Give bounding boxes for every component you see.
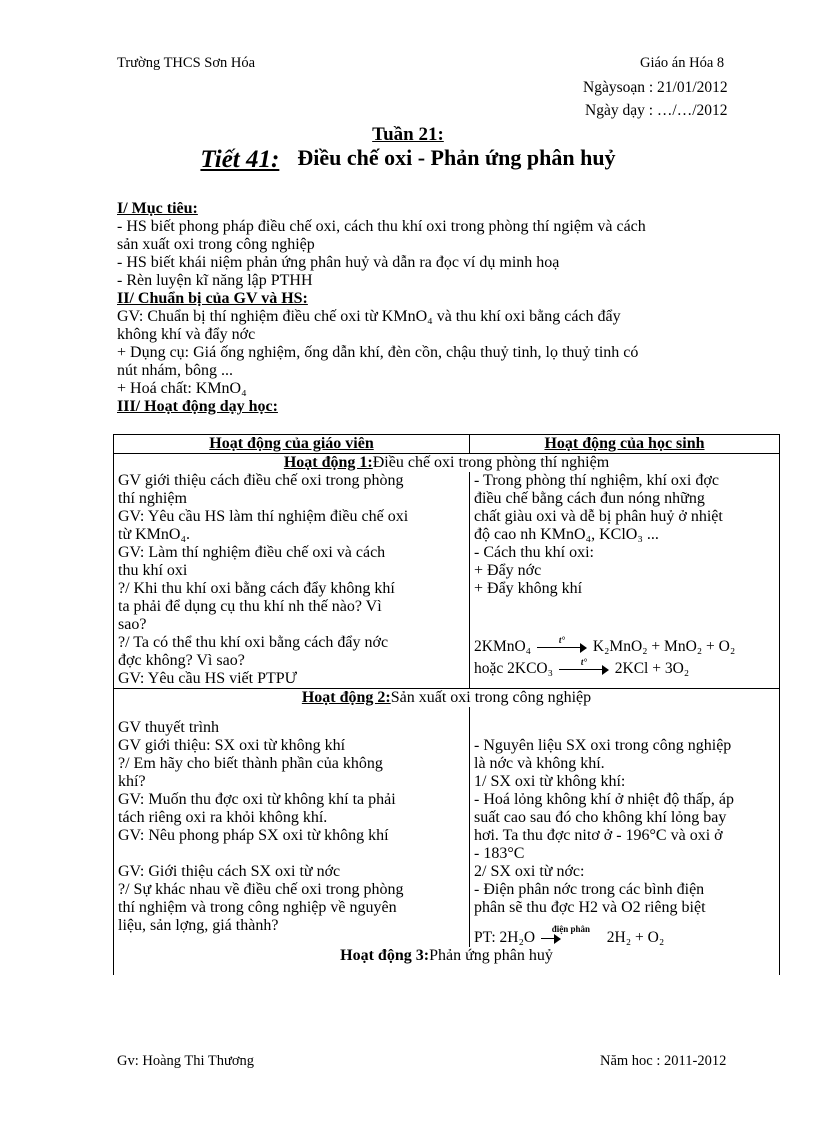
activity-2-teacher	[114, 707, 470, 947]
teacher-line: tách riêng oxi ra khỏi không khí.	[118, 809, 328, 826]
teacher-line: GV: Yêu cầu HS viết PTPƯ	[118, 670, 298, 687]
teacher-line: thu khí oxi	[118, 562, 188, 579]
student-line: điều chế bằng cách đun nóng những	[474, 490, 705, 507]
teacher-line: ?/ Khi thu khí oxi bằng cách đẩy không khí	[118, 580, 395, 597]
school-name: Trường THCS Sơn Hóa	[117, 55, 256, 71]
preparation-line: không khí và đẩy nớc	[117, 326, 256, 343]
teacher-line	[118, 845, 465, 863]
teacher-name: Gv: Hoàng Thi Thương	[117, 1053, 255, 1069]
preparation-line: + Dụng cụ: Giá ống nghiệm, ống dẫn khí, đèn cồn, chậu thuỷ tinh, lọ thuỷ tinh có	[117, 344, 639, 361]
student-line: độ cao nh KMnO₄, KClO₃ ...	[474, 526, 659, 543]
teacher-line: ?/ Ta có thể thu khí oxi bằng cách đẩy nớc	[118, 634, 389, 651]
reaction-arrow-icon	[559, 657, 609, 675]
student-line: - Nguyên liệu SX oxi trong công nghiệp	[474, 737, 732, 754]
equation-products: 2KCl + 3O₂	[614, 660, 690, 677]
activity-3-label: Hoạt động 3:	[340, 947, 430, 964]
activity-1-row	[114, 472, 780, 689]
student-line: - Điện phân nớc trong các bình điện	[474, 881, 705, 898]
lesson-topic: Điều chế oxi - Phản ứng phân huỷ	[297, 145, 616, 170]
activity-3-header	[114, 947, 780, 975]
reaction-condition: điện phân	[551, 924, 591, 935]
student-line: - 183°C	[474, 845, 525, 862]
teacher-line: khí?	[118, 773, 146, 790]
table-header-row	[114, 435, 780, 454]
teacher-column-header: Hoạt động của giáo viên	[114, 435, 470, 454]
student-column-header: Hoạt động của học sinh	[470, 435, 780, 454]
teacher-line: GV: Giới thiệu cách SX oxi từ nớc	[118, 863, 341, 880]
lesson-title	[0, 146, 816, 174]
student-line: - Trong phòng thí nghiệm, khí oxi đợc	[474, 472, 719, 489]
student-line: phân sẽ thu đợc H2 và O2 riêng biệt	[474, 899, 706, 916]
teacher-line: GV thuyết trình	[118, 719, 220, 736]
week-title: Tuần 21:	[372, 124, 444, 145]
reaction-arrow-icon	[541, 924, 601, 944]
equation-reactant: PT: 2H₂O	[474, 929, 536, 946]
preparation-line: + Hoá chất: KMnO₄	[117, 380, 247, 397]
teacher-line: thí nghiệm và trong công nghiệp về nguyên	[118, 899, 397, 916]
student-line: 2/ SX oxi từ nớc:	[474, 863, 585, 880]
activity-2-row	[114, 707, 780, 947]
activities-heading: III/ Hoạt động dạy học:	[117, 398, 278, 415]
activity-2-title: Sản xuất oxi trong công nghiệp	[390, 689, 592, 706]
teacher-line: ?/ Sự khác nhau về điều chế oxi trong phòng	[118, 881, 404, 898]
preparation-line: GV: Chuẩn bị thí nghiệm điều chế oxi từ KMnO₄ và thu khí oxi bằng cách đẩy	[117, 308, 621, 325]
objective-line: - HS biết khái niệm phản ứng phân huỷ và dẫn ra đọc ví dụ minh hoạ	[117, 254, 560, 271]
student-line: suất cao sau đó cho không khí lỏng bay	[474, 809, 727, 826]
activity-3-title: Phản ứng phân huỷ	[429, 947, 553, 964]
reaction-arrow-icon	[537, 635, 587, 653]
equation-products: K₂MnO₂ + MnO₂ + O₂	[592, 638, 736, 655]
objective-line: - Rèn luyện kĩ năng lập PTHH	[117, 272, 313, 289]
objective-line: - HS biết phong pháp điều chế oxi, cách thu khí oxi trong phòng thí ngiệm và cách	[117, 218, 646, 235]
equation-reactant: hoặc 2KCO₃	[474, 660, 554, 677]
objectives-heading: I/ Mục tiêu:	[117, 200, 198, 217]
equation-electrolysis	[474, 924, 775, 947]
student-line: + Đẩy nớc	[474, 562, 542, 579]
teacher-line: GV: Làm thí nghiệm điều chế oxi và cách	[118, 544, 386, 561]
objective-line: sản xuất oxi trong công nghiệp	[117, 236, 315, 253]
reaction-condition: t°	[580, 657, 587, 668]
activities-table	[113, 434, 780, 975]
equation-kmno4	[474, 635, 775, 656]
teacher-line: liệu, sản lợng, giá thành?	[118, 917, 279, 934]
teacher-line: GV giới thiệu: SX oxi từ không khí	[118, 737, 346, 754]
equation-reactant: 2KMnO₄	[474, 638, 532, 655]
teacher-line: từ KMnO₄.	[118, 526, 191, 543]
equation-kclo3	[474, 657, 775, 678]
subject-label: Giáo án Hóa 8	[640, 55, 725, 71]
teacher-line: sao?	[118, 616, 147, 633]
student-line: 1/ SX oxi từ không khí:	[474, 773, 626, 790]
student-line: là nớc và không khí.	[474, 755, 605, 772]
activity-1-label: Hoạt động 1:	[283, 454, 373, 471]
activity-2-student	[470, 707, 780, 947]
date-taught: Ngày dạy : …/…/2012	[585, 102, 728, 119]
teacher-line: ?/ Em hãy cho biết thành phần của không	[118, 755, 383, 772]
activity-1-title: Điều chế oxi trong phòng thí nghiệm	[372, 454, 610, 471]
teacher-line: GV: Nêu phong pháp SX oxi từ không khí	[118, 827, 389, 844]
school-year: Năm hoc : 2011-2012	[600, 1053, 727, 1069]
student-line: - Cách thu khí oxi:	[474, 544, 594, 561]
lesson-number: Tiết 41:	[200, 146, 280, 173]
teacher-line: ta phải để dụng cụ thu khí nh thế nào? Vì	[118, 598, 382, 615]
teacher-line: thí nghiệm	[118, 490, 187, 507]
equation-products: 2H₂ + O₂	[606, 929, 665, 946]
date-prepared: Ngàysoạn : 21/01/2012	[583, 79, 728, 96]
teacher-line: GV: Yêu cầu HS làm thí nghiệm điều chế oxi	[118, 508, 409, 525]
teacher-line: GV: Muốn thu đợc oxi từ không khí ta phải	[118, 791, 396, 808]
teacher-line: đợc không? Vì sao?	[118, 652, 245, 669]
activity-1-teacher	[114, 472, 470, 689]
student-line: - Hoá lỏng không khí ở nhiệt độ thấp, áp	[474, 791, 734, 808]
reaction-condition: t°	[558, 635, 565, 646]
activity-1-header	[114, 454, 780, 473]
preparation-line: nút nhám, bông ...	[117, 362, 233, 379]
teacher-line: GV giới thiệu cách điều chế oxi trong phòng	[118, 472, 404, 489]
student-line: hơi. Ta thu đợc nitơ ở - 196°C và oxi ở	[474, 827, 723, 844]
preparation-heading: II/ Chuẩn bị của GV và HS:	[117, 290, 308, 307]
activity-2-header	[114, 689, 780, 708]
activity-2-label: Hoạt động 2:	[301, 689, 391, 706]
intro-section	[117, 200, 767, 416]
student-line: chất giàu oxi và dễ bị phân huỷ ở nhiệt	[474, 508, 723, 525]
student-line: + Đẩy không khí	[474, 580, 583, 597]
activity-1-student	[470, 472, 780, 689]
